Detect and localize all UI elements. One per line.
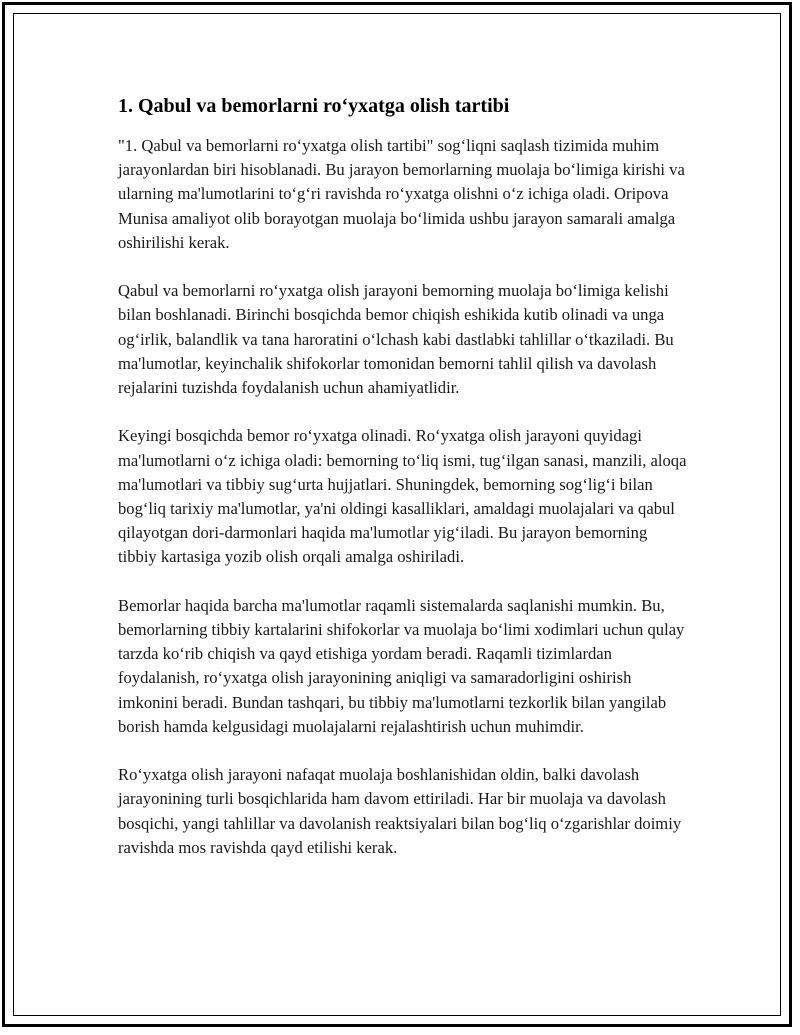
document-body: [118, 93, 690, 884]
paragraph-1: "1. Qabul va bemorlarni ro‘yxatga olish tartibi" sog‘liqni saqlash tizimida muhim jarayonlardan biri hisoblanadi. Bu jarayon bemorlarning muolaja bo‘limiga kirishi va ularning ma'lumotlarini to‘g‘ri ravishda ro‘yxatga olishni o‘z ichiga oladi. Oripova Munisa amaliyot olib borayotgan muolaja bo‘limida ushbu jarayon samarali amalga oshirilishi kerak.: [118, 136, 685, 252]
paragraph-2: Qabul va bemorlarni ro‘yxatga olish jarayoni bemorning muolaja bo‘limiga kelishi bilan boshlanadi. Birinchi bosqichda bemor chiqish eshikida kutib olinadi va unga og‘irlik, balandlik va tana haroratini o‘lchash kabi dastlabki tahlillar o‘tkaziladi. Bu ma'lumotlar, keyinchalik shifokorlar tomonidan bemorni tahlil qilish va davolash rejalarini tuzishda foydalanish uchun ahamiyatlidir.: [118, 281, 674, 398]
document-title: 1. Qabul va bemorlarni ro‘yxatga olish tartibi: [118, 95, 510, 117]
paragraph-5: Ro‘yxatga olish jarayoni nafaqat muolaja boshlanishidan oldin, balki davolash jarayonining turli bosqichlarida ham davom ettiriladi. Har bir muolaja va davolash bosqichi, yangi tahlillar va davolanish reaktsiyalari bilan bog‘liq o‘zgarishlar doimiy ravishda mos ravishda qayd etilishi kerak.: [118, 765, 682, 857]
paragraph-4: Bemorlar haqida barcha ma'lumotlar raqamli sistemalarda saqlanishi mumkin. Bu, bemorlarning tibbiy kartalarini shifokorlar va muolaja bo‘limi xodimlari uchun qulay tarzda ko‘rib chiqish va qayd etishiga yordam beradi. Raqamli tizimlardan foydalanish, ro‘yxatga olish jarayonining aniqligi va samaradorligini oshirish imkonini beradi. Bundan tashqari, bu tibbiy ma'lumotlarni tezkorlik bilan yangilab borish hamda kelgusidagi muolajalarni rejalashtirish uchun muhimdir.: [118, 595, 685, 736]
paragraph-3: Keyingi bosqichda bemor ro‘yxatga olinadi. Ro‘yxatga olish jarayoni quyidagi ma'lumotlarni o‘z ichiga oladi: bemorning to‘liq ismi, tug‘ilgan sanasi, manzili, aloqa ma'lumotlari va tibbiy sug‘urta hujjatlari. Shuningdek, bemorning sog‘lig‘i bilan bog‘liq tarixiy ma'lumotlar, ya'ni oldingi kasalliklari, amaldagi muolajalari va qabul qilayotgan dori-darmonlari haqida ma'lumotlar yig‘iladi. Bu jarayon bemorning tibbiy kartasiga yozib olish orqali amalga oshiriladi.: [118, 426, 687, 567]
